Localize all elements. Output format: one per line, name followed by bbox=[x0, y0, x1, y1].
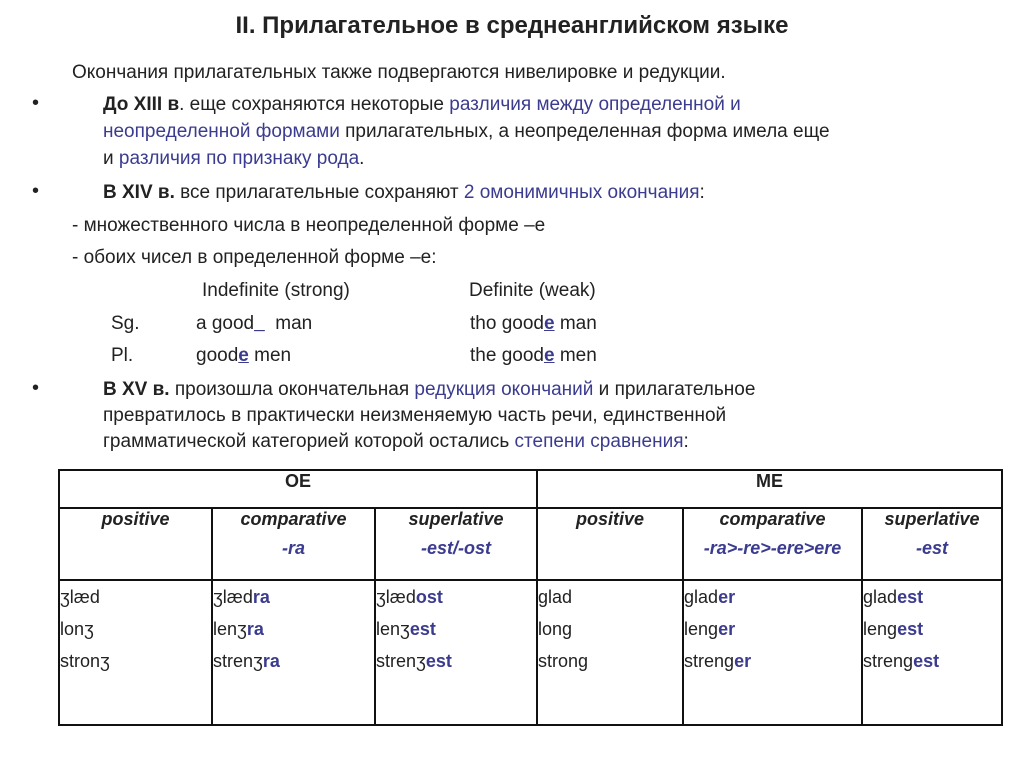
example-word: the good bbox=[470, 345, 544, 366]
word bbox=[213, 613, 374, 645]
word: lonʒ bbox=[60, 619, 94, 639]
word-stem: lenʒ bbox=[376, 619, 410, 639]
p1-line-3 bbox=[103, 146, 364, 171]
example-ending: e bbox=[543, 345, 555, 366]
word-ending: est bbox=[897, 619, 924, 639]
word-ending: ra bbox=[262, 651, 280, 671]
word bbox=[863, 581, 1001, 613]
p1-highlight-3: различия по признаку рода bbox=[118, 148, 360, 169]
word-stem: streng bbox=[684, 651, 735, 671]
dash-line-2: - обоих чисел в определенной форме –е: bbox=[72, 247, 437, 268]
word-ending: er bbox=[734, 651, 752, 671]
word-ending: est bbox=[425, 651, 452, 671]
degree-suffix: -ra>-re>-ere>ere bbox=[703, 538, 842, 558]
p2-lead: В XIV в. bbox=[103, 182, 175, 203]
word bbox=[376, 581, 536, 613]
word-ending: er bbox=[718, 587, 736, 607]
oe-header: OE bbox=[59, 470, 537, 508]
example-noun: men bbox=[554, 345, 597, 366]
degree-label: superlative bbox=[884, 509, 980, 529]
p1-text-3: и bbox=[103, 148, 119, 169]
me-positive-words bbox=[537, 580, 683, 725]
example-noun: man bbox=[554, 313, 597, 334]
word bbox=[684, 581, 861, 613]
oe-superlative-header bbox=[375, 508, 537, 580]
word-ending: est bbox=[897, 587, 924, 607]
p3-text-1: произошла окончательная bbox=[169, 379, 415, 400]
p1-line-1 bbox=[103, 92, 741, 117]
word bbox=[213, 645, 374, 677]
p1-highlight-2: неопределенной формами bbox=[103, 121, 340, 142]
me-header: ME bbox=[537, 470, 1002, 508]
example-pl-indefinite bbox=[196, 343, 291, 368]
p3-highlight-2: степени сравнения bbox=[514, 431, 684, 452]
degree-label: comparative bbox=[240, 509, 347, 529]
p1-text-1: . еще сохраняются некоторые bbox=[179, 94, 450, 115]
table-degree-row bbox=[59, 508, 1002, 580]
example-sg-definite bbox=[470, 311, 597, 336]
word-stem: leng bbox=[863, 619, 898, 639]
word bbox=[684, 613, 861, 645]
example-pl-definite bbox=[470, 343, 597, 368]
example-ending: e bbox=[238, 345, 249, 366]
oe-superlative-words bbox=[375, 580, 537, 725]
word-stem: ʒlæd bbox=[213, 587, 253, 607]
word-ending: ra bbox=[252, 587, 270, 607]
p2-text-1: все прилагательные сохраняют bbox=[174, 182, 464, 203]
bullet-3: • bbox=[32, 377, 40, 399]
word: glad bbox=[538, 587, 573, 607]
example-noun: men bbox=[248, 345, 292, 366]
degree-suffix: -est bbox=[916, 538, 949, 558]
example-pl-label: Pl. bbox=[111, 345, 134, 366]
me-comparative-header bbox=[683, 508, 862, 580]
p3-line-3 bbox=[103, 429, 689, 454]
me-superlative-header bbox=[862, 508, 1002, 580]
word-stem: leng bbox=[684, 619, 719, 639]
word: stronʒ bbox=[60, 651, 110, 671]
me-comparative-words bbox=[683, 580, 862, 725]
word-ending: est bbox=[913, 651, 940, 671]
p1-lead: До XIII в bbox=[103, 94, 180, 115]
example-word: tho good bbox=[470, 313, 544, 334]
word-ending: ost bbox=[415, 587, 443, 607]
p1-highlight-1: различия между определенной и bbox=[449, 94, 741, 115]
table-words-row bbox=[59, 580, 1002, 725]
p3-text-4: : bbox=[683, 431, 689, 452]
degree-suffix: -ra bbox=[281, 538, 305, 558]
word bbox=[213, 581, 374, 613]
word-stem: strenʒ bbox=[376, 651, 426, 671]
slide-title: II. Прилагательное в среднеанглийском языке bbox=[235, 12, 789, 39]
oe-comparative-header bbox=[212, 508, 375, 580]
example-ending: _ bbox=[254, 313, 265, 334]
oe-comparative-words bbox=[212, 580, 375, 725]
p3-line-1 bbox=[103, 377, 755, 402]
word bbox=[376, 645, 536, 677]
word-stem: ʒlæd bbox=[376, 587, 416, 607]
bullet-1: • bbox=[32, 92, 40, 114]
word bbox=[376, 613, 536, 645]
example-sg-label: Sg. bbox=[111, 313, 140, 334]
example-col-definite: Definite (weak) bbox=[469, 280, 596, 301]
p3-line-2: превратилось в практически неизменяемую часть речи, единственной bbox=[103, 405, 727, 426]
example-word: a good bbox=[196, 313, 255, 334]
word: strong bbox=[538, 651, 589, 671]
word-stem: strenʒ bbox=[213, 651, 263, 671]
p1-text-4: . bbox=[359, 148, 365, 169]
me-superlative-words bbox=[862, 580, 1002, 725]
example-ending: e bbox=[543, 313, 555, 334]
p2-text-2: : bbox=[699, 182, 705, 203]
word-ending: er bbox=[718, 619, 736, 639]
word bbox=[684, 645, 861, 677]
bullet-2: • bbox=[32, 180, 40, 202]
p3-text-2: и прилагательное bbox=[593, 379, 756, 400]
word-stem: glad bbox=[684, 587, 719, 607]
p3-highlight-1: редукция окончаний bbox=[414, 379, 594, 400]
word-stem: lenʒ bbox=[213, 619, 247, 639]
degree-label: positive bbox=[101, 509, 170, 529]
dash-line-1: - множественного числа в неопределенной форме –е bbox=[72, 215, 546, 236]
degree-label: superlative bbox=[408, 509, 504, 529]
p1-line-2 bbox=[103, 119, 830, 144]
degrees-table bbox=[58, 469, 1003, 726]
p3-text-3: грамматической категорией которой остались bbox=[103, 431, 515, 452]
example-sg-indefinite bbox=[196, 311, 312, 336]
table-header-row bbox=[59, 470, 1002, 508]
p3-lead: В XV в. bbox=[103, 379, 170, 400]
degree-label: positive bbox=[576, 509, 645, 529]
p2-highlight: 2 омонимичных окончания bbox=[463, 182, 700, 203]
degree-label: comparative bbox=[719, 509, 826, 529]
word bbox=[863, 645, 1001, 677]
word: ʒlæd bbox=[60, 587, 100, 607]
example-col-indefinite: Indefinite (strong) bbox=[202, 280, 350, 301]
oe-positive-words bbox=[59, 580, 212, 725]
word-stem: streng bbox=[863, 651, 914, 671]
p2-line bbox=[103, 180, 705, 205]
me-positive-header bbox=[537, 508, 683, 580]
degree-suffix: -est/-ost bbox=[421, 538, 492, 558]
p1-text-2: прилагательных, а неопределенная форма имела еще bbox=[339, 121, 830, 142]
intro-text: Окончания прилагательных также подвергаются нивелировке и редукции. bbox=[72, 62, 726, 83]
word-ending: ra bbox=[246, 619, 264, 639]
oe-positive-header bbox=[59, 508, 212, 580]
example-word: good bbox=[196, 345, 239, 366]
example-noun: man bbox=[264, 313, 313, 334]
word: long bbox=[538, 619, 573, 639]
word bbox=[863, 613, 1001, 645]
word-ending: est bbox=[409, 619, 436, 639]
word-stem: glad bbox=[863, 587, 898, 607]
